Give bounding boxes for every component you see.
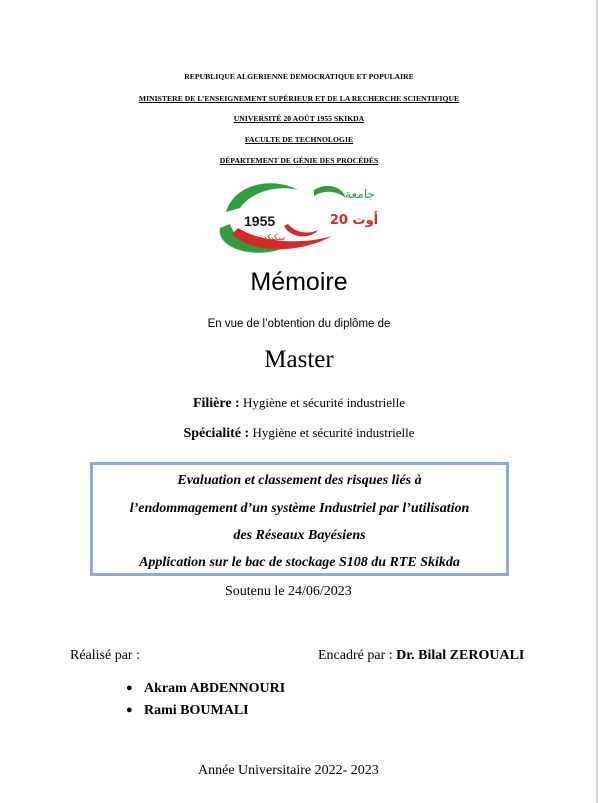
student-item — [126, 681, 285, 697]
thesis-title-line-3: des Réseaux Bayésiens — [233, 528, 366, 543]
defense-date: Soutenu le 24/06/2023 — [225, 584, 352, 599]
filiere-label: Filière : — [192, 396, 240, 411]
document-type: Mémoire — [250, 268, 348, 296]
supervisor-name: Dr. Bilal ZEROUALI — [396, 648, 525, 663]
student-item — [126, 703, 249, 719]
specialite-value: Hygiène et sécurité industrielle — [249, 425, 415, 440]
supervisor-line — [318, 648, 524, 664]
logo-arabic-date: 20 أوت — [329, 213, 379, 228]
thesis-title-box — [90, 462, 509, 576]
bullet-icon: ● — [126, 682, 133, 694]
academic-year: Année Universitaire 2022- 2023 — [198, 763, 379, 778]
header-republic: REPUBLIQUE ALGERIENNE DEMOCRATIQUE ET POPULAIRE — [184, 72, 414, 81]
thesis-title-line-2: l’endommagement d’un système Industriel par l’utilisation — [129, 501, 470, 516]
logo-arabic-top: جامعة — [345, 187, 375, 201]
specialite-label: Spécialité : — [183, 426, 250, 441]
degree-title: Master — [264, 346, 334, 373]
university-logo — [214, 178, 384, 256]
logo-year: 1955 — [244, 213, 276, 229]
supervisor-label: Encadré par : — [318, 648, 397, 663]
filiere-value: Hygiène et sécurité industrielle — [239, 395, 406, 410]
bullet-icon: ● — [126, 704, 133, 716]
obtention-text: En vue de l’obtention du diplôme de — [207, 318, 391, 330]
student-name: Akram ABDENNOURI — [144, 681, 286, 696]
header-department: DÉPARTEMENT DE GÉNIE DES PROCÉDÉS — [219, 156, 379, 165]
header-ministry: MINISTERE DE L’ENSEIGNEMENT SUPÉRIEUR ET DE LA RECHERCHE SCIENTIFIQUE — [138, 94, 460, 103]
filiere-line — [0, 395, 598, 412]
specialite-line — [0, 425, 598, 442]
realise-par-label: Réalisé par : — [70, 648, 140, 663]
header-university: UNIVERSITÉ 20 AOÛT 1955 SKIKDA — [233, 114, 365, 123]
logo-arabic-city: سكيكدة — [258, 233, 286, 242]
student-name: Rami BOUMALI — [144, 703, 249, 718]
thesis-title-line-1: Evaluation et classement des risques liés à — [177, 473, 422, 488]
header-faculty: FACULTE DE TECHNOLOGIE — [244, 135, 354, 144]
thesis-title-line-4: Application sur le bac de stockage S108 du RTE Skikda — [139, 555, 460, 570]
